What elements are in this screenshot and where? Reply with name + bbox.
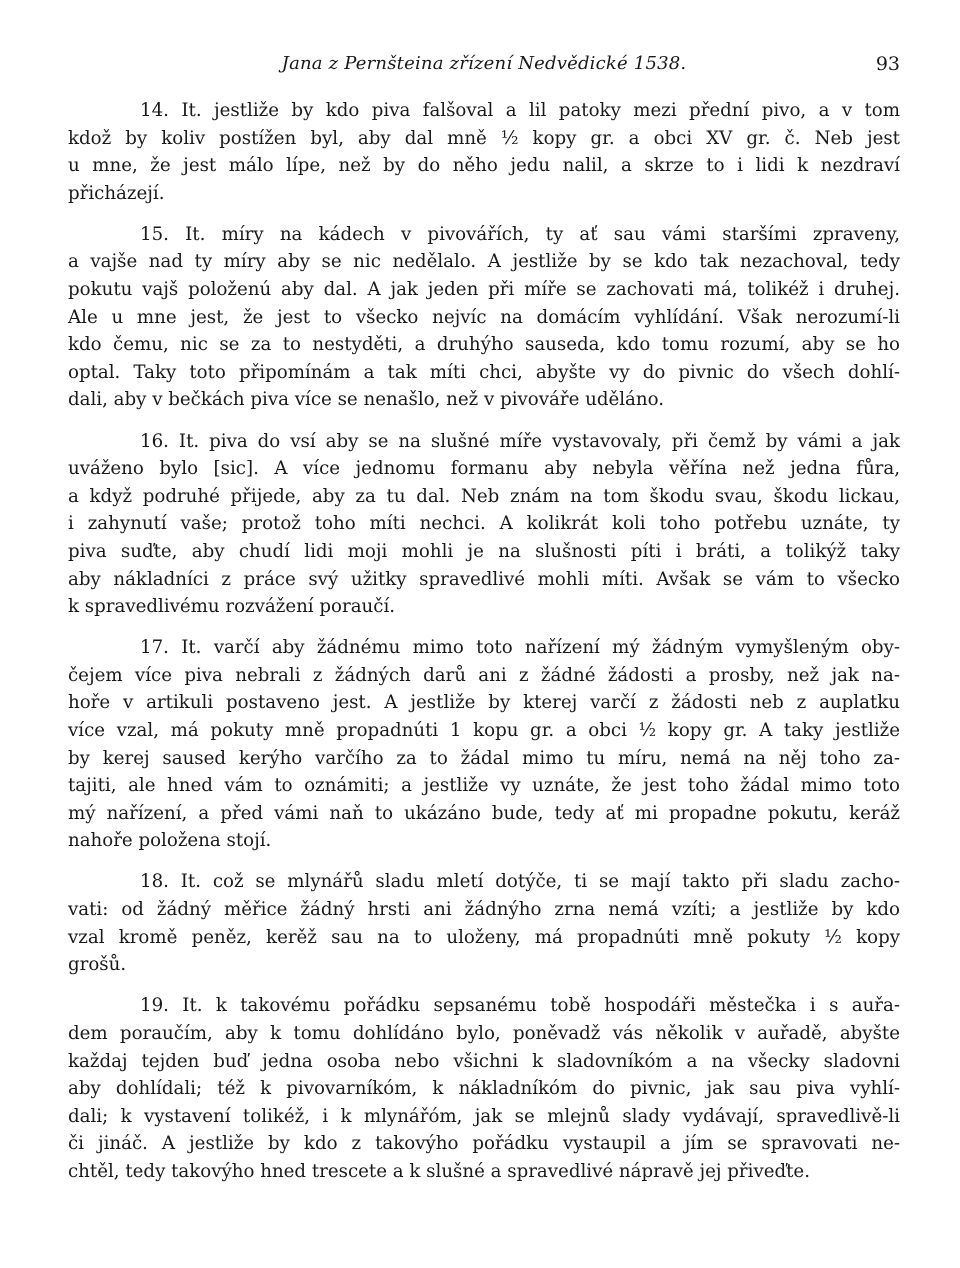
paragraph-17 xyxy=(68,634,900,855)
text-line: dali; k vystavení tolikéž, i k mlynářóm, jak se mlejnů slady vydávají, spravedlivě-li xyxy=(68,1105,900,1127)
page-number: 93 xyxy=(875,53,900,75)
text-line: vzal kromě peněz, kerěž sau na to uloženy, má propadnúti mně pokuty ½ kopy xyxy=(68,926,900,948)
text-line: by kerej saused kerýho varčího za to žádal mimo tu míru, nemá na něj toho za- xyxy=(68,747,900,769)
body-text xyxy=(68,97,900,1199)
paragraph-14 xyxy=(68,97,900,207)
text-line: kdož by koliv postížen byl, aby dal mně ½ kopy gr. a obci XV gr. č. Neb jest xyxy=(68,127,900,149)
text-line: kdo čemu, nic se za to nestyděti, a druhýho sauseda, kdo tomu rozumí, aby se ho xyxy=(68,334,900,356)
text-line: či jináč. A jestliže by kdo z takovýho pořádku vystaupil a jím se spravovati ne- xyxy=(68,1133,900,1155)
text-line: dali, aby v bečkách piva více se nenašlo, než v pivováře uděláno. xyxy=(68,389,665,411)
text-line: aby dohlídali; též k pivovarníkóm, k nákladníkóm do pivnic, jak sau piva vyhlí- xyxy=(68,1078,900,1100)
running-header xyxy=(68,53,900,83)
text-line: a když podruhé přijede, aby za tu dal. Neb znám na tom škodu svau, škodu lickau, xyxy=(68,485,900,507)
text-line: mý nařízení, a před vámi naň to ukázáno bude, tedy ať mi propadne pokutu, keráž xyxy=(68,802,900,824)
text-line: 19. It. k takovému pořádku sepsanému tobě hospodáři městečka i s auřa- xyxy=(140,995,900,1017)
text-line: uváženo bylo [sic]. A více jednomu formanu aby nebyla věřína než jedna fůra, xyxy=(68,458,900,480)
text-line: vati: od žádný měřice žádný hrsti ani žádnýho zrna nemá vzíti; a jestliže by kdo xyxy=(68,899,900,921)
text-line: u mne, že jest málo lípe, než by do něho jedu nalil, a skrze to i lidi k nezdraví xyxy=(68,155,900,177)
text-line: optal. Taky toto připomínám a tak míti chci, abyšte vy do pivnic do všech dohlí- xyxy=(68,361,900,383)
text-line: aby nákladníci z práce svý užitky spravedlivé mohli míti. Avšak se vám to všecko xyxy=(68,568,900,590)
text-line: 14. It. jestliže by kdo piva falšoval a lil patoky mezi přední pivo, a v tom xyxy=(140,100,900,121)
text-line: grošů. xyxy=(68,954,127,976)
text-line: a vajše nad ty míry aby se nic nedělalo. A jestliže by se kdo tak nezachoval, tedy xyxy=(68,251,900,273)
text-line: přicházejí. xyxy=(68,182,165,204)
paragraph-15 xyxy=(68,221,900,414)
paragraph-18 xyxy=(68,868,900,978)
running-title: Jana z Pernšteina zřízení Nedvědické 1538. xyxy=(281,53,687,74)
text-line: více vzal, má pokuty mně propadnúti 1 kopu gr. a obci ½ kopy gr. A taky jestliže xyxy=(68,719,900,741)
text-line: tajiti, ale hned vám to oznámiti; a jestliže vy uznáte, že jest toho žádal mimo toto xyxy=(68,775,900,797)
text-line: čejem více piva nebrali z žádných darů ani z žádné žádosti a prosby, než jak na- xyxy=(68,664,900,686)
text-line: Ale u mne jest, že jest to všecko nejvíc na domácím vyhlídání. Však nerozumí-li xyxy=(68,306,900,328)
text-line: i zahynutí vaše; protož toho míti nechci. A kolikrát koli toho potřebu uznáte, ty xyxy=(68,513,900,535)
paragraph-16 xyxy=(68,428,900,621)
text-line: k spravedlivému rozvážení poraučí. xyxy=(68,596,396,618)
text-line: nahoře položena stojí. xyxy=(68,830,272,852)
text-line: 15. It. míry na kádech v pivovářích, ty ať sau vámi staršími zpraveny, xyxy=(140,223,900,245)
text-line: dem poraučím, aby k tomu dohlídáno bylo, poněvadž vás několik v auřadě, abyšte xyxy=(68,1022,900,1044)
text-line: hoře v artikuli postaveno jest. A jestliže by kterej varčí z žádosti neb z auplatku xyxy=(68,692,900,714)
text-line: 18. It. což se mlynářů sladu mletí dotýče, ti se mají takto při sladu zacho- xyxy=(140,871,900,893)
text-line: piva suďte, aby chudí lidi moji mohli je na slušnosti píti i bráti, a tolikýž taky xyxy=(68,540,900,562)
text-line: pokutu vajš položenú aby dal. A jak jeden při míře se zachovati má, tolikéž i druhej. xyxy=(68,279,900,301)
text-line: 16. It. piva do vsí aby se na slušné míře vystavovaly, při čemž by vámi a jak xyxy=(140,430,900,452)
text-line: každaj tejden buď jedna osoba nebo všichni k sladovníkóm a na všecky sladovni xyxy=(68,1050,900,1072)
text-line: chtěl, tedy takovýho hned trescete a k slušné a spravedlivé nápravě jej přiveďte. xyxy=(68,1160,810,1182)
text-line: 17. It. varčí aby žádnému mimo toto nařízení mý žádným vymyšleným oby- xyxy=(140,637,900,659)
paragraph-19 xyxy=(68,992,900,1185)
